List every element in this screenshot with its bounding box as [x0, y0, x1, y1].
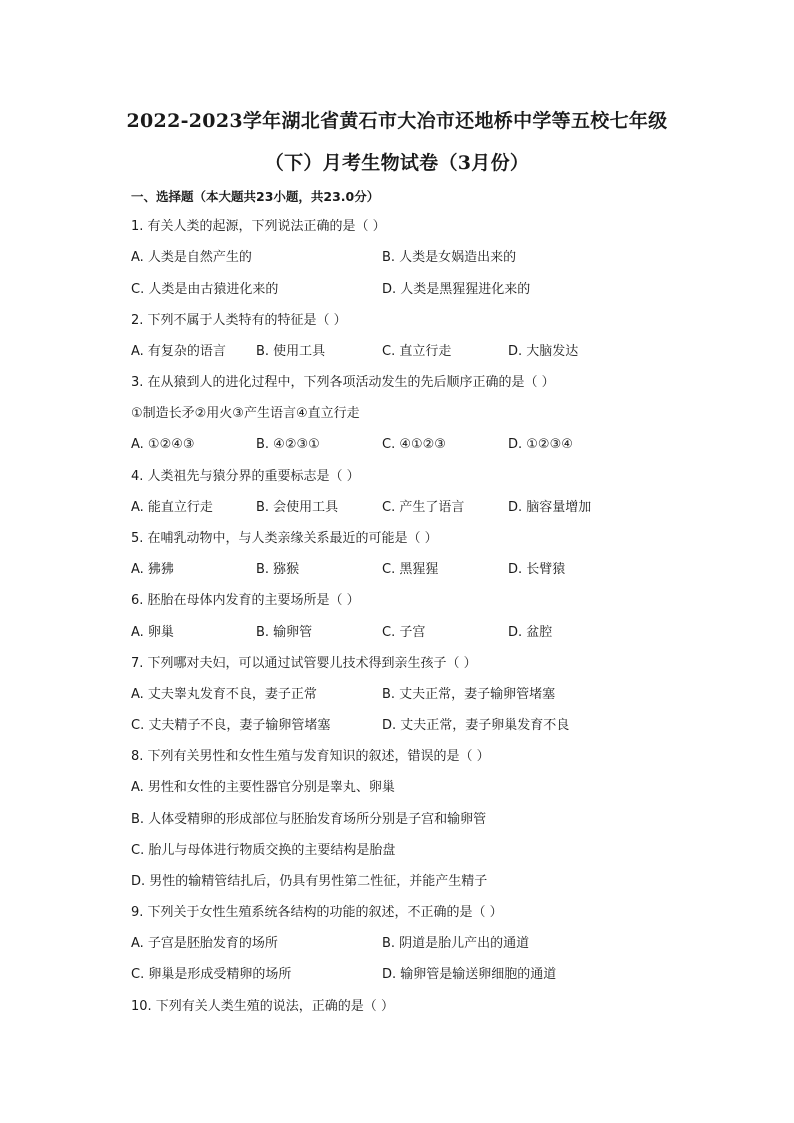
- question-option: A. 子宫是胚胎发育的场所: [131, 936, 278, 951]
- question-option: D. 盆腔: [508, 625, 553, 640]
- question-stem: 5. 在哺乳动物中，与人类亲缘关系最近的可能是（ ）: [131, 531, 438, 546]
- question-option: B. 使用工具: [256, 344, 326, 359]
- question-option: A. 男性和女性的主要性器官分别是睾丸、卵巢: [131, 780, 395, 795]
- question-stem: 1. 有关人类的起源，下列说法正确的是（ ）: [131, 219, 386, 234]
- question-stem: 7. 下列哪对夫妇，可以通过试管婴儿技术得到亲生孩子（ ）: [131, 656, 477, 671]
- question-stem: 6. 胚胎在母体内发育的主要场所是（ ）: [131, 593, 360, 608]
- exam-title-line-2: （下）月考生物试卷（3月份）: [264, 152, 530, 174]
- question-option: B. 输卵管: [256, 625, 313, 640]
- question-stem: 8. 下列有关男性和女性生殖与发育知识的叙述，错误的是（ ）: [131, 749, 490, 764]
- question-stem: 2. 下列不属于人类特有的特征是（ ）: [131, 313, 347, 328]
- question-option: C. 产生了语言: [382, 500, 465, 515]
- question-option: C. 卵巢是形成受精卵的场所: [131, 967, 292, 982]
- question-option: D. 男性的输精管结扎后，仍具有男性第二性征，并能产生精子: [131, 874, 488, 889]
- question-option: B. 人类是女娲造出来的: [382, 250, 517, 265]
- question-stem: 10. 下列有关人类生殖的说法，正确的是（ ）: [131, 999, 394, 1014]
- question-option: B. 阴道是胎儿产出的通道: [382, 936, 530, 951]
- exam-title-line-1: 2022-2023学年湖北省黄石市大冶市还地桥中学等五校七年级: [126, 110, 668, 132]
- question-option: B. 会使用工具: [256, 500, 339, 515]
- question-option: C. 直立行走: [382, 344, 452, 359]
- question-option: C. 人类是由古猿进化来的: [131, 282, 279, 297]
- question-option: A. 卵巢: [131, 625, 174, 640]
- question-option: C. 子宫: [382, 625, 426, 640]
- question-option: D. 大脑发达: [508, 344, 579, 359]
- question-option: D. 输卵管是输送卵细胞的通道: [382, 967, 557, 982]
- question-option: C. 胎儿与母体进行物质交换的主要结构是胎盘: [131, 843, 396, 858]
- question-option: D. 脑容量增加: [508, 500, 592, 515]
- question-option: D. 长臂猿: [508, 562, 566, 577]
- question-option: A. 能直立行走: [131, 500, 213, 515]
- question-extra: ①制造长矛②用火③产生语言④直立行走: [131, 406, 360, 421]
- question-option: A. 有复杂的语言: [131, 344, 226, 359]
- question-option: D. 丈夫正常，妻子卵巢发育不良: [382, 718, 570, 733]
- question-option: D. 人类是黑猩猩进化来的: [382, 282, 531, 297]
- question-stem: 3. 在从猿到人的进化过程中，下列各项活动发生的先后顺序正确的是（ ）: [131, 375, 555, 390]
- question-option: B. ④②③①: [256, 437, 320, 452]
- section-heading: 一、选择题（本大题共23小题，共23.0分）: [131, 189, 380, 204]
- question-option: B. 猕猴: [256, 562, 300, 577]
- question-option: A. ①②④③: [131, 437, 195, 452]
- question-option: A. 丈夫睾丸发育不良，妻子正常: [131, 687, 317, 702]
- question-option: B. 丈夫正常，妻子输卵管堵塞: [382, 687, 556, 702]
- question-option: D. ①②③④: [508, 437, 573, 452]
- question-option: B. 人体受精卵的形成部位与胚胎发育场所分别是子宫和输卵管: [131, 812, 487, 827]
- question-option: C. ④①②③: [382, 437, 446, 452]
- question-stem: 9. 下列关于女性生殖系统各结构的功能的叙述，不正确的是（ ）: [131, 905, 503, 920]
- question-option: C. 丈夫精子不良，妻子输卵管堵塞: [131, 718, 331, 733]
- question-option: A. 狒狒: [131, 562, 174, 577]
- question-option: A. 人类是自然产生的: [131, 250, 252, 265]
- question-option: C. 黑猩猩: [382, 562, 439, 577]
- question-stem: 4. 人类祖先与猿分界的重要标志是（ ）: [131, 469, 360, 484]
